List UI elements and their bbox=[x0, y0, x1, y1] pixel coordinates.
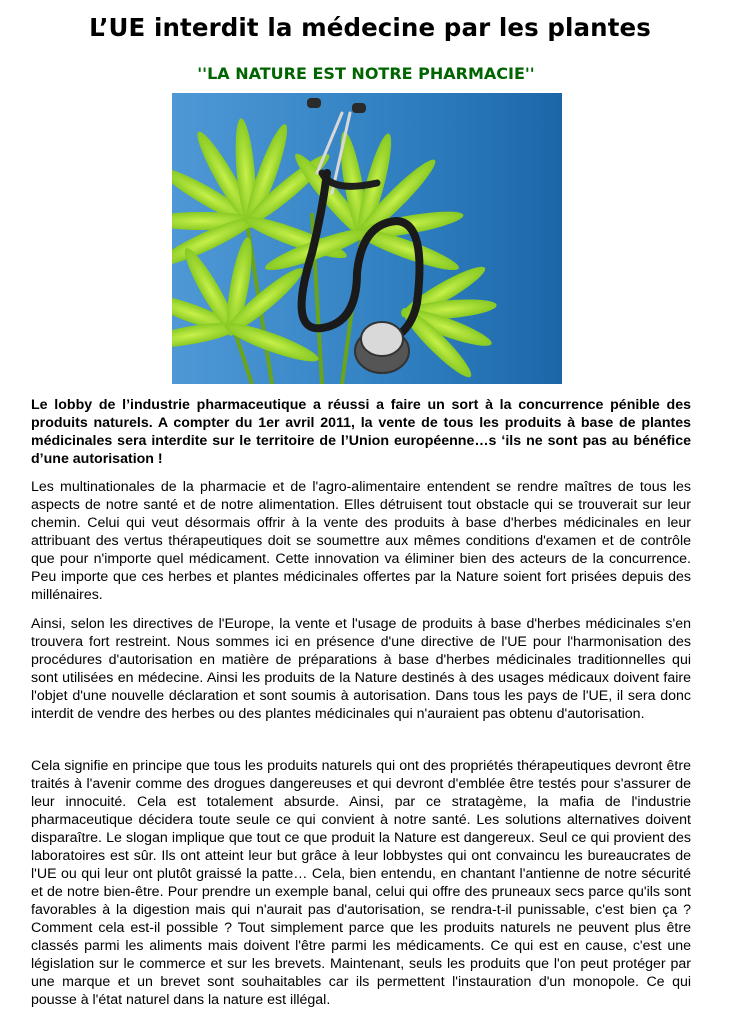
article-lead: Le lobby de l’industrie pharmaceutique a réussi a faire un sort à la concurrence pénible des produits naturels. A compter du 1er avril 2011, la vente de tous les produits à base de plantes médicinales sera interdite sur le territoire de l’Union européenne…s ‘ils ne sont pas au bénéfice d’une autorisation ! bbox=[31, 397, 691, 467]
article-paragraph: Ainsi, selon les directives de l'Europe, la vente et l'usage de produits à base d'herbes médicinales s'en trouvera fort restreint. Nous sommes ici en présence d'une directive de l'UE pour l'harmonisation des procédures d'autorisation en matière de préparations à base d'herbes médicinales traditionnelles qui sont utilisées en médecine. Ainsi les produits de la Nature destinés à des usages médicaux doivent faire l'objet d'une nouvelle déclaration et sont soumis à autorisation. Dans tous les pays de l'UE, il sera donc interdit de vendre des herbes ou des plantes médicinales qui n'auraient pas obtenu d'autorisation. bbox=[31, 616, 691, 722]
article-title: L’UE interdit la médecine par les plantes bbox=[89, 13, 651, 42]
stethoscope-plant-illustration bbox=[172, 93, 562, 384]
article-paragraph: Cela signifie en principe que tous les produits naturels qui ont des propriétés thérapeutiques devront être traités à l'avenir comme des drogues dangereuses et qui devront d'emblée être testés pour s'assurer de leur innocuité. Cela est totalement absurde. Ainsi, par ce stratagème, la mafia de l'industrie pharmaceutique décidera toute seule ce qui convient à notre santé. Les solutions alternatives doivent disparaître. Le slogan implique que tout ce que produit la Nature est dangereux. Seul ce qui provient des laboratoires est sûr. Ils ont atteint leur but grâce à leur lobbystes qui ont convaincu les bureaucrates de l'UE ou qui leur ont plutôt graissé la patte… Cela, bien entendu, en chantant l'antienne de notre sécurité et de notre bien-être. Pour prendre un exemple banal, celui qui offre des pruneaux secs parce qu'ils sont favorables à la digestion mais qui n'aurait pas d'autorisation, se rendra-t-il punissable, c'est bien ça ? Comment cela est-il possible ? Tout simplement parce que les produits naturels ne peuvent plus être classés parmi les aliments mais doivent l'être parmi les médicaments. Ce qui est en cause, c'est une législation sur le commerce et sur les brevets. Maintenant, seuls les produits que l'on peut protéger par une marque et un brevet sont souhaitables car ils permettent l'instauration d'un monopole. Ce qui pousse à l'état naturel dans la nature est illégal. bbox=[31, 758, 691, 1008]
article-subtitle: ''LA NATURE EST NOTRE PHARMACIE'' bbox=[197, 64, 535, 83]
article-paragraph: Les multinationales de la pharmacie et de l'agro-alimentaire entendent se rendre maîtres de tous les aspects de notre santé et de notre alimentation. Elles détruisent tout obstacle qui se trouverait sur leur chemin. Celui qui veut désormais offrir à la vente des produits à base d'herbes médicinales en leur attribuant des vertus thérapeutiques doit se soumettre aux mêmes conditions d'examen et de contrôle que pour n'importe quel médicament. Cette innovation va éliminer bien des acteurs de la concurrence. Peu importe que ces herbes et plantes médicinales offertes par la Nature soient fort prisées depuis des millénaires. bbox=[31, 479, 691, 603]
article-image bbox=[172, 93, 562, 384]
